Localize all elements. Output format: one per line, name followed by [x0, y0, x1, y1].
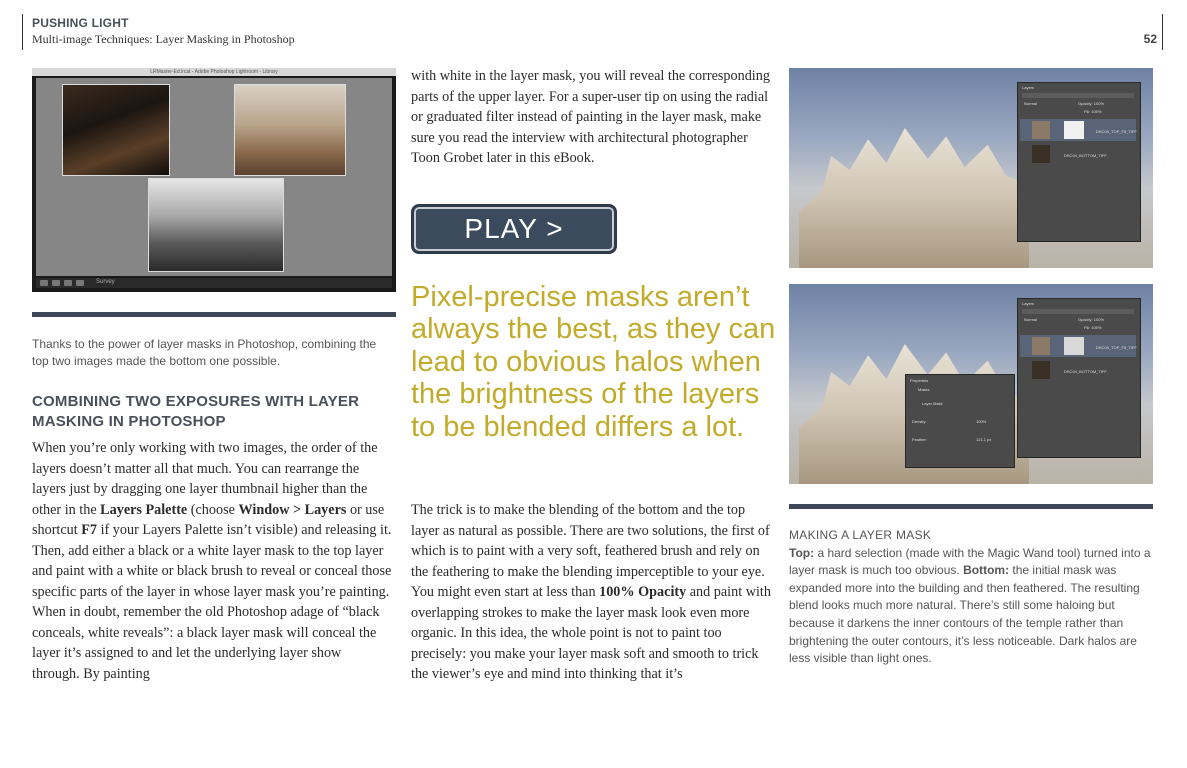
body-text-segment: or use shortcut	[32, 501, 385, 538]
body-text-segment: if your Layers Palette isn’t visible) and releasing it. Then, add either a black or a white layer mask to the top layer and paint with a white or black brush to reveal or conceal those specific parts of the layer in whose layer mask you’re painting. When in doubt, remember the old Photoshop adage of “black conceals, white reveals”: a black layer mask will conceal the layer it’s assigned to and let the underlying layer show through. By painting	[32, 522, 392, 682]
compare-view-icon	[64, 280, 72, 286]
page-number: 52	[1143, 32, 1157, 46]
caption-bottom-text: the initial mask was expanded more into the building and then feathered. The resulting blend looks much more natural. There’s still some haloing but because it darkens the inner contours of the temple rather than brightening the outer contours, it’s less noticeable. Dark halos are less visible than light ones.	[789, 563, 1140, 666]
caption-bottom-label: Bottom:	[963, 563, 1010, 578]
layers-panel-title: Layers	[1022, 85, 1035, 90]
feather-label: Feather:	[912, 437, 927, 442]
layer-name: DSC04_TOP_F8_TIFF	[1096, 345, 1137, 350]
lightroom-survey-screenshot	[32, 68, 396, 292]
opacity-field: Opacity: 100%	[1078, 317, 1105, 322]
background-layer-name: DSC04_BOTTOM_TIFF	[1064, 153, 1107, 158]
background-layer-thumbnail	[1032, 145, 1050, 163]
body-text-column-2-bottom	[411, 500, 775, 685]
feather-value: 121.1 px	[976, 437, 992, 442]
header-divider-right	[1162, 14, 1163, 50]
blend-mode-select: Normal	[1024, 101, 1037, 106]
photoshop-feathered-mask-screenshot	[789, 284, 1153, 484]
layer-mask-thumbnail	[1064, 121, 1084, 139]
grid-view-icon	[40, 280, 48, 286]
bright-exposure-thumbnail	[234, 84, 346, 176]
running-header-title: PUSHING LIGHT	[32, 16, 129, 30]
figure1-caption: Thanks to the power of layer masks in Photoshop, combining the top two images made the bottom one possible.	[32, 337, 377, 368]
layers-panel	[1017, 298, 1141, 458]
survey-area	[36, 78, 392, 276]
blend-mode-select: Normal	[1024, 317, 1037, 322]
running-header-subtitle: Multi-image Techniques: Layer Masking in Photoshop	[32, 32, 295, 46]
caption-top-label: Top:	[789, 545, 815, 560]
layer-mask-label: Layer Mask	[922, 401, 943, 406]
caption-top-text: a hard selection (made with the Magic Wand tool) turned into a layer mask is much too obvious.	[789, 545, 1151, 578]
pull-quote: Pixel-precise masks aren’t always the best, as they can lead to obvious halos when the brightness of the layers to be blended differs a lot.	[411, 281, 776, 443]
layer-mask-thumbnail	[1064, 337, 1084, 355]
opacity-field: Opacity: 100%	[1078, 101, 1105, 106]
photoshop-hard-mask-screenshot	[789, 68, 1153, 268]
dark-exposure-thumbnail	[62, 84, 170, 176]
section-heading: COMBINING TWO EXPOSURES WITH LAYER MASKING IN PHOTOSHOP	[32, 393, 360, 430]
fill-field: Fill: 100%	[1084, 325, 1102, 330]
background-layer-thumbnail	[1032, 361, 1050, 379]
layer-thumbnail	[1032, 337, 1050, 355]
body-text-segment: When you’re only working with two images, the order of the layers doesn’t matter all that much. You can rearrange the layers just by dragging one layer thumbnail higher than the other in the	[32, 440, 378, 518]
body-text-segment: and paint with overlapping strokes to make the layer mask look even more organic. In this idea, the whole point is not to paint too precisely: you make your layer mask soft and smooth to trick the viewer’s eye and mind into thinking that it’s	[411, 584, 771, 682]
layers-panel-title: Layers	[1022, 301, 1035, 306]
layers-filter-row	[1022, 309, 1134, 314]
survey-view-icon	[76, 280, 84, 286]
caption-rule-2	[789, 504, 1153, 509]
combined-result-thumbnail	[148, 178, 284, 272]
layers-palette-term: Layers Palette	[100, 501, 188, 518]
layers-panel	[1017, 82, 1141, 242]
lightroom-toolstrip	[36, 278, 392, 288]
opacity-term: 100% Opacity	[599, 584, 687, 600]
body-text-column-2-top: with white in the layer mask, you will reveal the corresponding parts of the upper layer. For a super-user tip on using the radial or graduated filter instead of painting in the layer mask, make sure you read the interview with architectural photographer Toon Grobet later in this eBook.	[411, 68, 770, 166]
play-video-button[interactable]: PLAY >	[411, 204, 617, 254]
figure2-caption	[789, 527, 1159, 668]
properties-title: Properties	[910, 378, 929, 383]
layer-name: DSC04_TOP_F8_TIFF	[1096, 129, 1137, 134]
layer-thumbnail	[1032, 121, 1050, 139]
window-layers-menu-path: Window > Layers	[238, 501, 347, 518]
toolstrip-label: Survey	[96, 279, 115, 285]
figure2-caption-title: MAKING A LAYER MASK	[789, 528, 932, 542]
header-divider-left	[22, 14, 23, 50]
fill-field: Fill: 100%	[1084, 109, 1102, 114]
masks-label: Masks	[918, 387, 930, 392]
f7-shortcut: F7	[81, 522, 98, 538]
body-text-column-1	[32, 438, 392, 684]
density-value: 100%	[976, 419, 987, 424]
lightroom-titlebar: LRMaster-Ed.lrcat - Adobe Photoshop Lightroom - Library	[32, 68, 396, 76]
caption-rule-1	[32, 312, 396, 317]
loupe-view-icon	[52, 280, 60, 286]
density-label: Density:	[912, 419, 927, 424]
layers-filter-row	[1022, 93, 1134, 98]
properties-panel	[905, 374, 1015, 468]
background-layer-name: DSC04_BOTTOM_TIFF	[1064, 369, 1107, 374]
body-text-segment: (choose	[187, 501, 239, 518]
body-text-segment: The trick is to make the blending of the bottom and the top layer as natural as possible. There are two solutions, the first of which is to paint with a very soft, feathered brush and rely on the feathering to make the blending imperceptible to your eye. You might even start at less than	[411, 502, 770, 600]
